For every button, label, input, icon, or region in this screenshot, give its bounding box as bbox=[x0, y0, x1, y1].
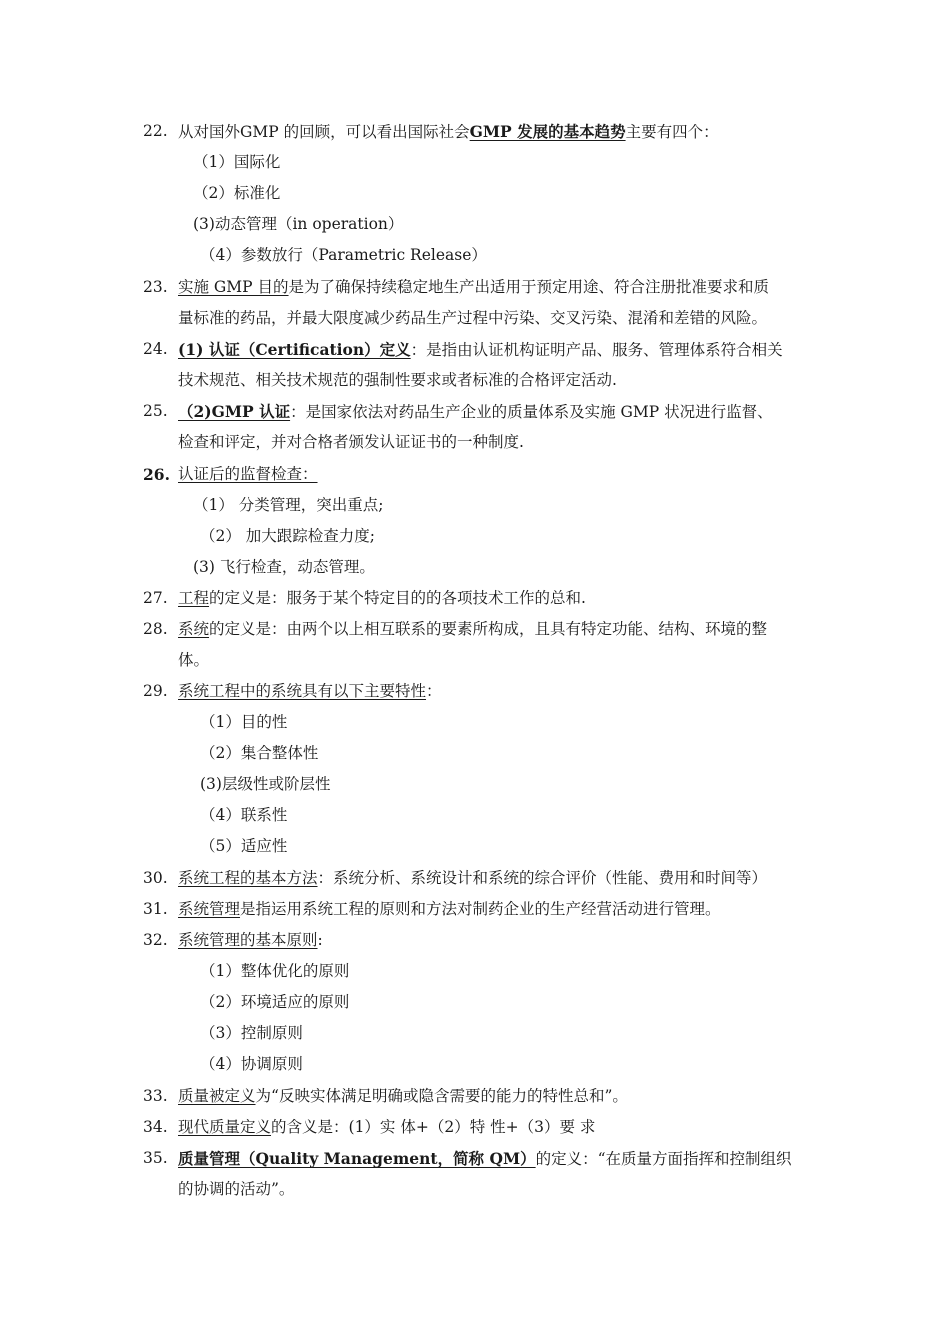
item-number: 33. bbox=[143, 1087, 168, 1105]
underlined-term: 质量管理（Quality Management，简称 QM） bbox=[178, 1149, 536, 1168]
item-number: 32. bbox=[143, 931, 168, 949]
underlined-term: 认证后的监督检查： bbox=[178, 465, 318, 483]
continuation-text: 体。 bbox=[178, 651, 210, 669]
sub-item: （1）目的性 bbox=[200, 713, 288, 731]
item-number: 28. bbox=[143, 620, 168, 638]
item-text bbox=[178, 1143, 792, 1175]
item-number: 24. bbox=[143, 340, 168, 358]
sub-item: （2）环境适应的原则 bbox=[200, 993, 350, 1011]
sub-item: （5）适应性 bbox=[200, 837, 288, 855]
item-text bbox=[178, 1112, 595, 1143]
sub-item: （2）集合整体性 bbox=[200, 744, 319, 762]
item-text bbox=[178, 676, 442, 707]
continuation-text: 技术规范、相关技术规范的强制性要求或者标准的合格评定活动. bbox=[178, 371, 617, 389]
item-text bbox=[178, 272, 769, 303]
underlined-term: 系统工程中的系统具有以下主要特性 bbox=[178, 682, 427, 700]
item-number: 35. bbox=[143, 1149, 168, 1167]
underlined-term: GMP 发展的基本趋势 bbox=[469, 122, 626, 141]
item-text bbox=[178, 1081, 628, 1112]
item-number: 22. bbox=[143, 122, 168, 140]
item-text bbox=[178, 334, 783, 366]
underlined-term: 实施 GMP 目的 bbox=[178, 278, 289, 296]
continuation-text: 的协调的活动”。 bbox=[178, 1180, 295, 1198]
item-text-suffix: 是指运用系统工程的原则和方法对制药企业的生产经营活动进行管理。 bbox=[240, 900, 721, 918]
item-text bbox=[178, 116, 719, 148]
item-number: 29. bbox=[143, 682, 168, 700]
item-text-suffix: 的定义：“在质量方面指挥和控制组织 bbox=[535, 1150, 792, 1168]
underlined-term: 系统管理的基本原则 bbox=[178, 931, 318, 949]
item-text bbox=[178, 863, 767, 894]
sub-item: （2）标准化 bbox=[193, 184, 281, 202]
item-text bbox=[178, 459, 318, 490]
underlined-term: (1) 认证（Certification）定义 bbox=[178, 340, 411, 359]
item-number: 31. bbox=[143, 900, 168, 918]
item-text-suffix: ：是指由认证机构证明产品、服务、管理体系符合相关 bbox=[410, 341, 783, 359]
underlined-term: 工程 bbox=[178, 589, 210, 607]
item-number: 23. bbox=[143, 278, 168, 296]
item-text-suffix: ：是国家依法对药品生产企业的质量体系及实施 GMP 状况进行监督、 bbox=[290, 403, 773, 421]
item-text-suffix: 的定义是：由两个以上相互联系的要素所构成，且具有特定功能、结构、环境的整 bbox=[209, 620, 768, 638]
underlined-term: 现代质量定义 bbox=[178, 1118, 272, 1136]
continuation-text: 量标准的药品，并最大限度减少药品生产过程中污染、交叉污染、混淆和差错的风险。 bbox=[178, 309, 768, 327]
sub-item: （1） 分类管理，突出重点; bbox=[193, 496, 384, 514]
sub-item: （4）联系性 bbox=[200, 806, 288, 824]
item-text-suffix: ：系统分析、系统设计和系统的综合评价（性能、费用和时间等） bbox=[317, 869, 768, 887]
item-text-suffix: : bbox=[317, 931, 323, 949]
underlined-term: 系统工程的基本方法 bbox=[178, 869, 318, 887]
item-number: 27. bbox=[143, 589, 168, 607]
item-text-prefix: 从对国外GMP 的回顾，可以看出国际社会 bbox=[178, 123, 470, 141]
item-text bbox=[178, 583, 586, 614]
sub-item: （3）控制原则 bbox=[200, 1024, 303, 1042]
sub-item: (3)层级性或阶层性 bbox=[200, 775, 331, 793]
underlined-term: 系统管理 bbox=[178, 900, 241, 918]
underlined-term: 质量被定义 bbox=[178, 1087, 256, 1105]
item-text bbox=[178, 925, 323, 956]
sub-item: (3)动态管理（in operation） bbox=[193, 215, 404, 233]
sub-item: （1）整体优化的原则 bbox=[200, 962, 350, 980]
item-text-suffix: 主要有四个： bbox=[625, 123, 719, 141]
item-text bbox=[178, 894, 721, 925]
underlined-term: 系统 bbox=[178, 620, 210, 638]
item-text-suffix: 为“反映实体满足明确或隐含需要的能力的特性总和”。 bbox=[255, 1087, 628, 1105]
sub-item: (3) 飞行检查，动态管理。 bbox=[193, 558, 375, 576]
item-number: 30. bbox=[143, 869, 168, 887]
continuation-text: 检查和评定，并对合格者颁发认证证书的一种制度. bbox=[178, 433, 524, 451]
item-text bbox=[178, 396, 773, 428]
item-text-suffix: 是为了确保持续稳定地生产出适用于预定用途、符合注册批准要求和质 bbox=[288, 278, 770, 296]
sub-item: （2） 加大跟踪检查力度; bbox=[200, 527, 376, 545]
item-text bbox=[178, 614, 767, 645]
sub-item: （1）国际化 bbox=[193, 153, 281, 171]
underlined-term: （2)GMP 认证 bbox=[178, 402, 291, 421]
item-number: 34. bbox=[143, 1118, 168, 1136]
item-text-suffix: ： bbox=[426, 682, 442, 700]
item-text-suffix: 的含义是：(1）实 体+（2）特 性+（3）要 求 bbox=[271, 1118, 596, 1136]
item-number: 25. bbox=[143, 402, 168, 420]
item-number: 26. bbox=[143, 465, 170, 484]
item-text-suffix: 的定义是：服务于某个特定目的的各项技术工作的总和. bbox=[209, 589, 586, 607]
sub-item: （4）参数放行（Parametric Release） bbox=[200, 246, 487, 264]
sub-item: （4）协调原则 bbox=[200, 1055, 303, 1073]
